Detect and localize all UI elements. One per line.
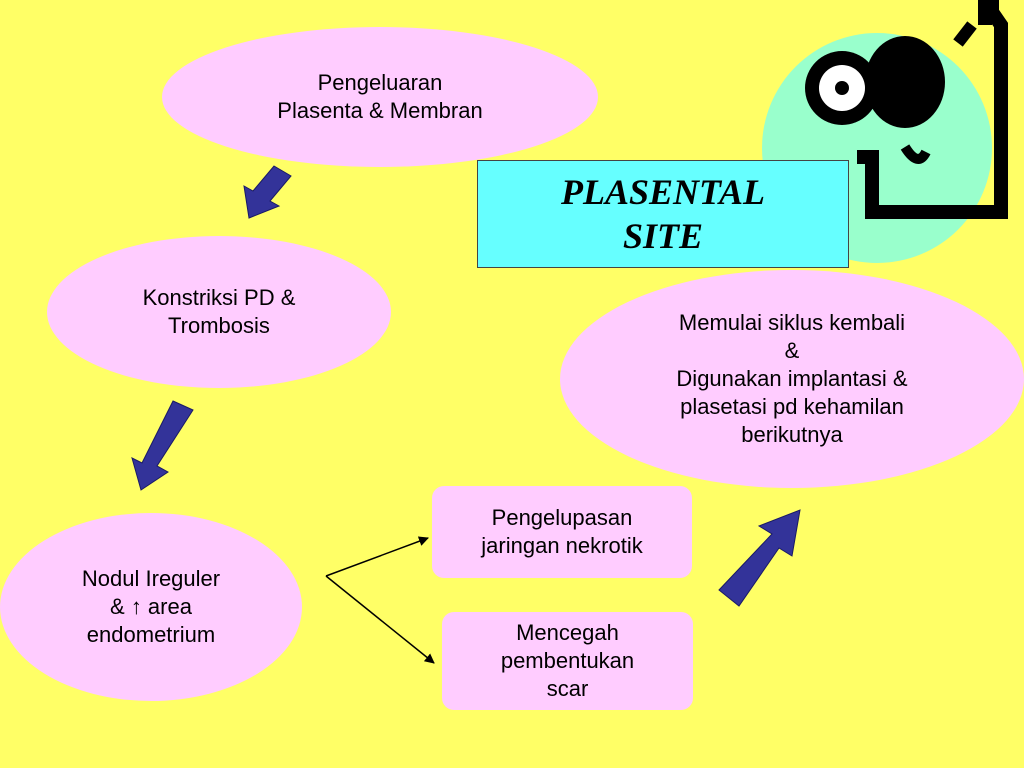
edge-arrow-pengelupasan-memulai [719,510,800,606]
node-nodul: Nodul Ireguler & ↑ area endometrium [0,513,302,701]
edge-arrow-nodul-mencegah [326,576,434,663]
node-pengeluaran: Pengeluaran Plasenta & Membran [162,27,598,167]
edge-arrow-pengeluaran-konstriksi [244,166,291,218]
diagram-title-text: PLASENTAL SITE [560,172,766,256]
edge-arrow-konstriksi-nodul [132,401,193,490]
node-pengelupasan: Pengelupasan jaringan nekrotik [432,486,692,578]
edge-arrow-nodul-pengelupasan [326,538,428,576]
node-memulai: Memulai siklus kembali & Digunakan implantasi & plasetasi pd kehamilan berikutnya [560,270,1024,488]
node-konstriksi: Konstriksi PD & Trombosis [47,236,391,388]
node-mencegah: Mencegah pembentukan scar [442,612,693,710]
